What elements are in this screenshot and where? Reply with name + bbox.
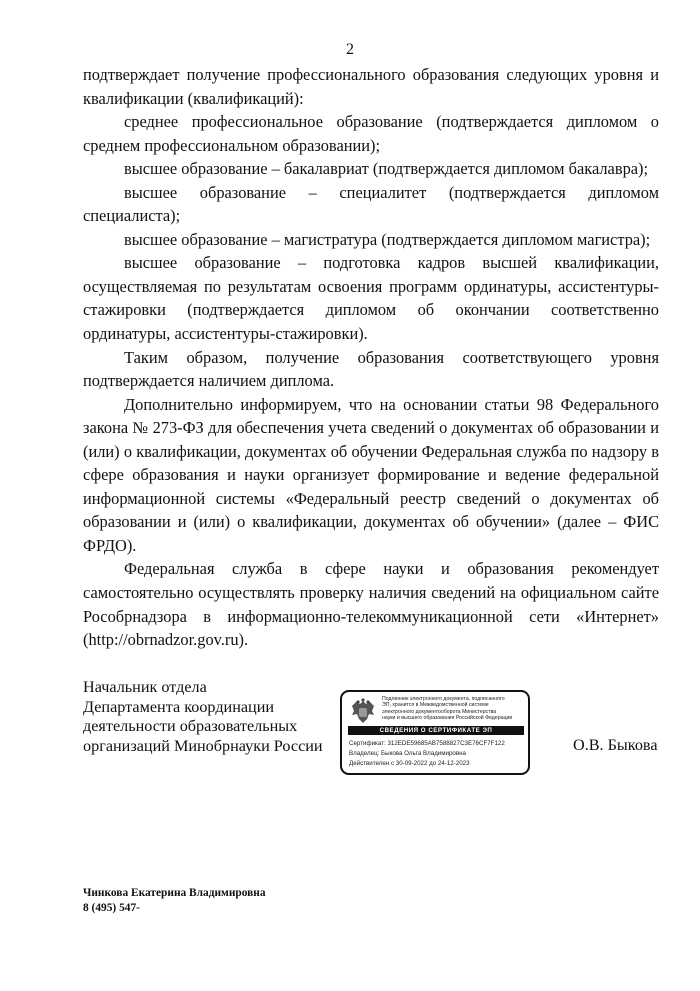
stamp-header-line: электронного документооборота Министерства [382,708,497,715]
paragraph: высшее образование – магистратура (подтверждается дипломом магистра); [124,229,651,249]
paragraph: подтверждает получение профессионального образования следующих уровня и квалификации (квалификаций): [83,65,659,108]
stamp-header-line: науки и высшего образования Российской Федерации [382,715,513,722]
paragraph: Дополнительно информируем, что на основании статьи 98 Федерального закона № 273-ФЗ для обеспечения учета сведений о документах об образовании и (или) о квалификации, документах об обучении Федеральная служба по надзору в сфере образования и науки организует формирование и ведение федеральной информационной системы «Федеральный реестр сведений о документах об образовании и (или) о квалификации, документах об обучении» (далее – ФИС ФРДО). [83,394,659,555]
double-headed-eagle-emblem-icon [348,697,378,727]
position-line: организаций Минобрнауки России [83,736,323,755]
position-line: деятельности образовательных [83,717,298,736]
certificate-number: Сертификат: 312EDE59685AB7588827C3E76CF7F122 [349,740,505,747]
stamp-header-line: Подлинник электронного документа, подписанного [382,696,505,702]
signatory-position [83,678,323,756]
paragraph: Таким образом, получение образования соответствующего уровня подтверждается наличием диплома. [83,347,659,391]
signatory-name: О.В. Быкова [573,736,658,754]
paragraph: высшее образование – подготовка кадров высшей квалификации, осуществляемая по результатам освоения программ ординатуры, ассистентуры-стажировки (подтверждается дипломом об окончании соответственно ординатуры, ассистентуры-стажировки). [83,253,659,344]
paragraph: высшее образование – специалитет (подтверждается дипломом специалиста); [83,182,659,226]
letter-body [83,63,659,652]
electronic-signature-stamp [340,690,530,775]
executor-phone: 8 (495) 547- [83,901,140,914]
paragraph: Федеральная служба в сфере науки и образования рекомендует самостоятельно осуществлять проверку наличия сведений на официальном сайте Рособрнадзора в информационно-телекоммуникационной сети «Интернет» (http://obrnadzor.gov.ru). [83,559,659,650]
position-line: Начальник отдела [83,678,207,696]
certificate-validity: Действителен с 30-09-2022 до 24-12-2023 [349,760,470,768]
stamp-details [349,739,505,770]
executor-info [83,886,266,915]
page-number: 2 [346,41,354,58]
stamp-header [382,696,528,722]
stamp-header-line: ЭП, хранится в Межведомственной системе [382,702,489,709]
certificate-owner: Владелец: Быкова Ольга Владимировна [349,750,467,758]
paragraph: высшее образование – бакалавриат (подтверждается дипломом бакалавра); [124,159,649,179]
executor-name: Чинкова Екатерина Владимировна [83,887,266,899]
paragraph: среднее профессиональное образование (подтверждается дипломом о среднем профессиональном образовании); [83,112,659,155]
position-line: Департамента координации [83,697,275,716]
stamp-title: СВЕДЕНИЯ О СЕРТИФИКАТЕ ЭП [348,726,524,735]
